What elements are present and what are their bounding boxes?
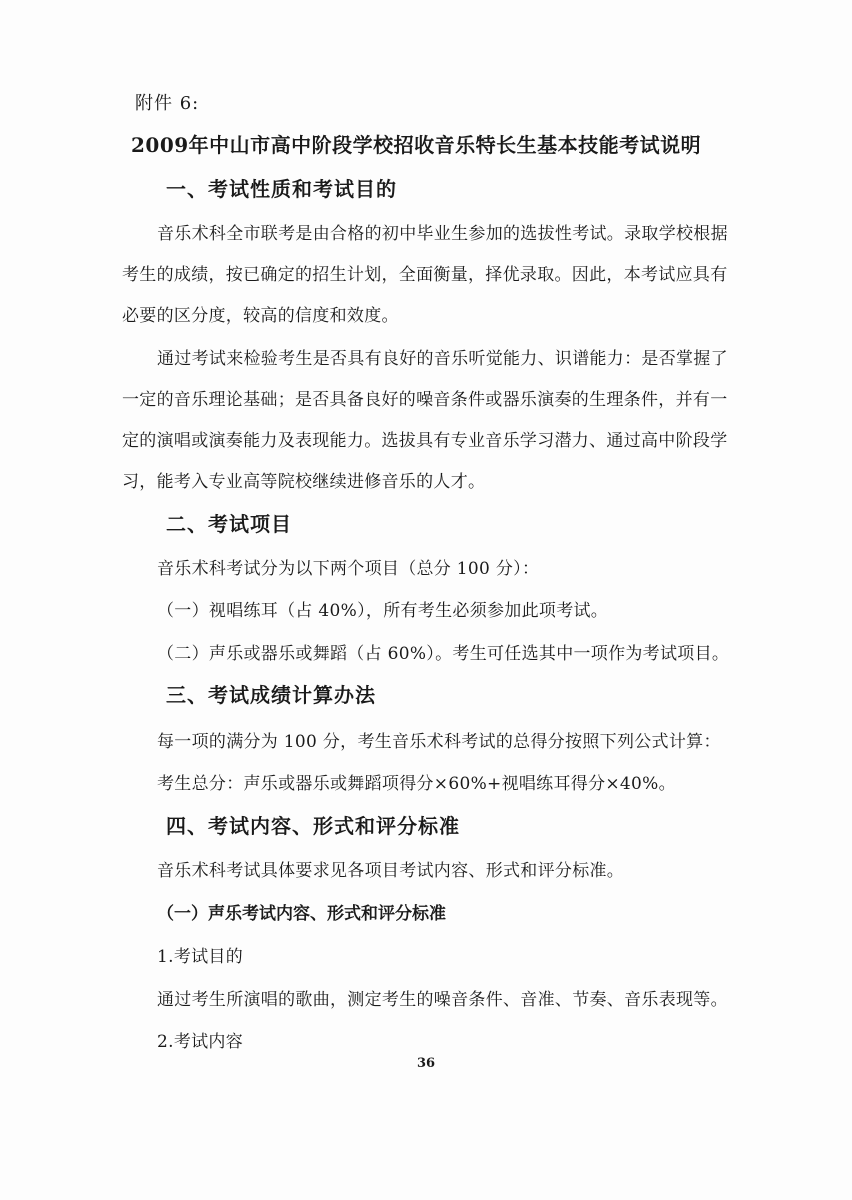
section-2-item-2: （二）声乐或器乐或舞蹈（占 60%）。考生可任选其中一项作为考试项目。 (157, 644, 730, 664)
section-1-heading: 一、考试性质和考试目的 (166, 177, 397, 201)
section-3-heading: 三、考试成绩计算办法 (166, 683, 376, 707)
page-number: 36 (416, 1056, 436, 1071)
section-4-item-1-text: 通过考生所演唱的歌曲，测定考生的噪音条件、音准、节奏、音乐表现等。 (157, 990, 728, 1010)
section-4-subsection-1-heading: （一）声乐考试内容、形式和评分标准 (157, 904, 446, 924)
attachment-label: 附件 6: (135, 93, 200, 114)
section-2-item-1: （一）视唱练耳（占 40%），所有考生必须参加此项考试。 (157, 601, 609, 621)
section-4-intro: 音乐术科考试具体要求见各项目考试内容、形式和评分标准。 (157, 861, 625, 881)
section-4-item-1-heading: 1.考试目的 (157, 947, 244, 967)
section-1-paragraph-2-line-3: 定的演唱或演奏能力及表现能力。选拔具有专业音乐学习潜力、通过高中阶段学 (122, 431, 728, 451)
section-4-item-2-heading: 2.考试内容 (157, 1032, 244, 1052)
section-2-heading: 二、考试项目 (166, 512, 292, 536)
section-1-paragraph-1-line-2: 考生的成绩，按已确定的招生计划，全面衡量，择优录取。因此，本考试应具有 (122, 265, 728, 285)
section-1-paragraph-2-line-1: 通过考试来检验考生是否具有良好的音乐听觉能力、识谱能力：是否掌握了 (157, 349, 728, 369)
section-1-paragraph-1-line-3: 必要的区分度，较高的信度和效度。 (122, 306, 399, 326)
document-title: 2009年中山市高中阶段学校招收音乐特长生基本技能考试说明 (131, 133, 702, 157)
section-3-line-1: 每一项的满分为 100 分，考生音乐术科考试的总得分按照下列公式计算： (157, 732, 721, 752)
section-2-intro: 音乐术科考试分为以下两个项目（总分 100 分）： (157, 559, 540, 579)
section-4-heading: 四、考试内容、形式和评分标准 (166, 814, 460, 838)
section-1-paragraph-2-line-4: 习，能考入专业高等院校继续进修音乐的人才。 (122, 472, 486, 492)
section-1-paragraph-1-line-1: 音乐术科全市联考是由合格的初中毕业生参加的选拔性考试。录取学校根据 (157, 224, 728, 244)
section-3-formula: 考生总分：声乐或器乐或舞蹈项得分×60%+视唱练耳得分×40%。 (157, 774, 676, 794)
section-1-paragraph-2-line-2: 一定的音乐理论基础；是否具备良好的噪音条件或器乐演奏的生理条件，并有一 (122, 390, 728, 410)
